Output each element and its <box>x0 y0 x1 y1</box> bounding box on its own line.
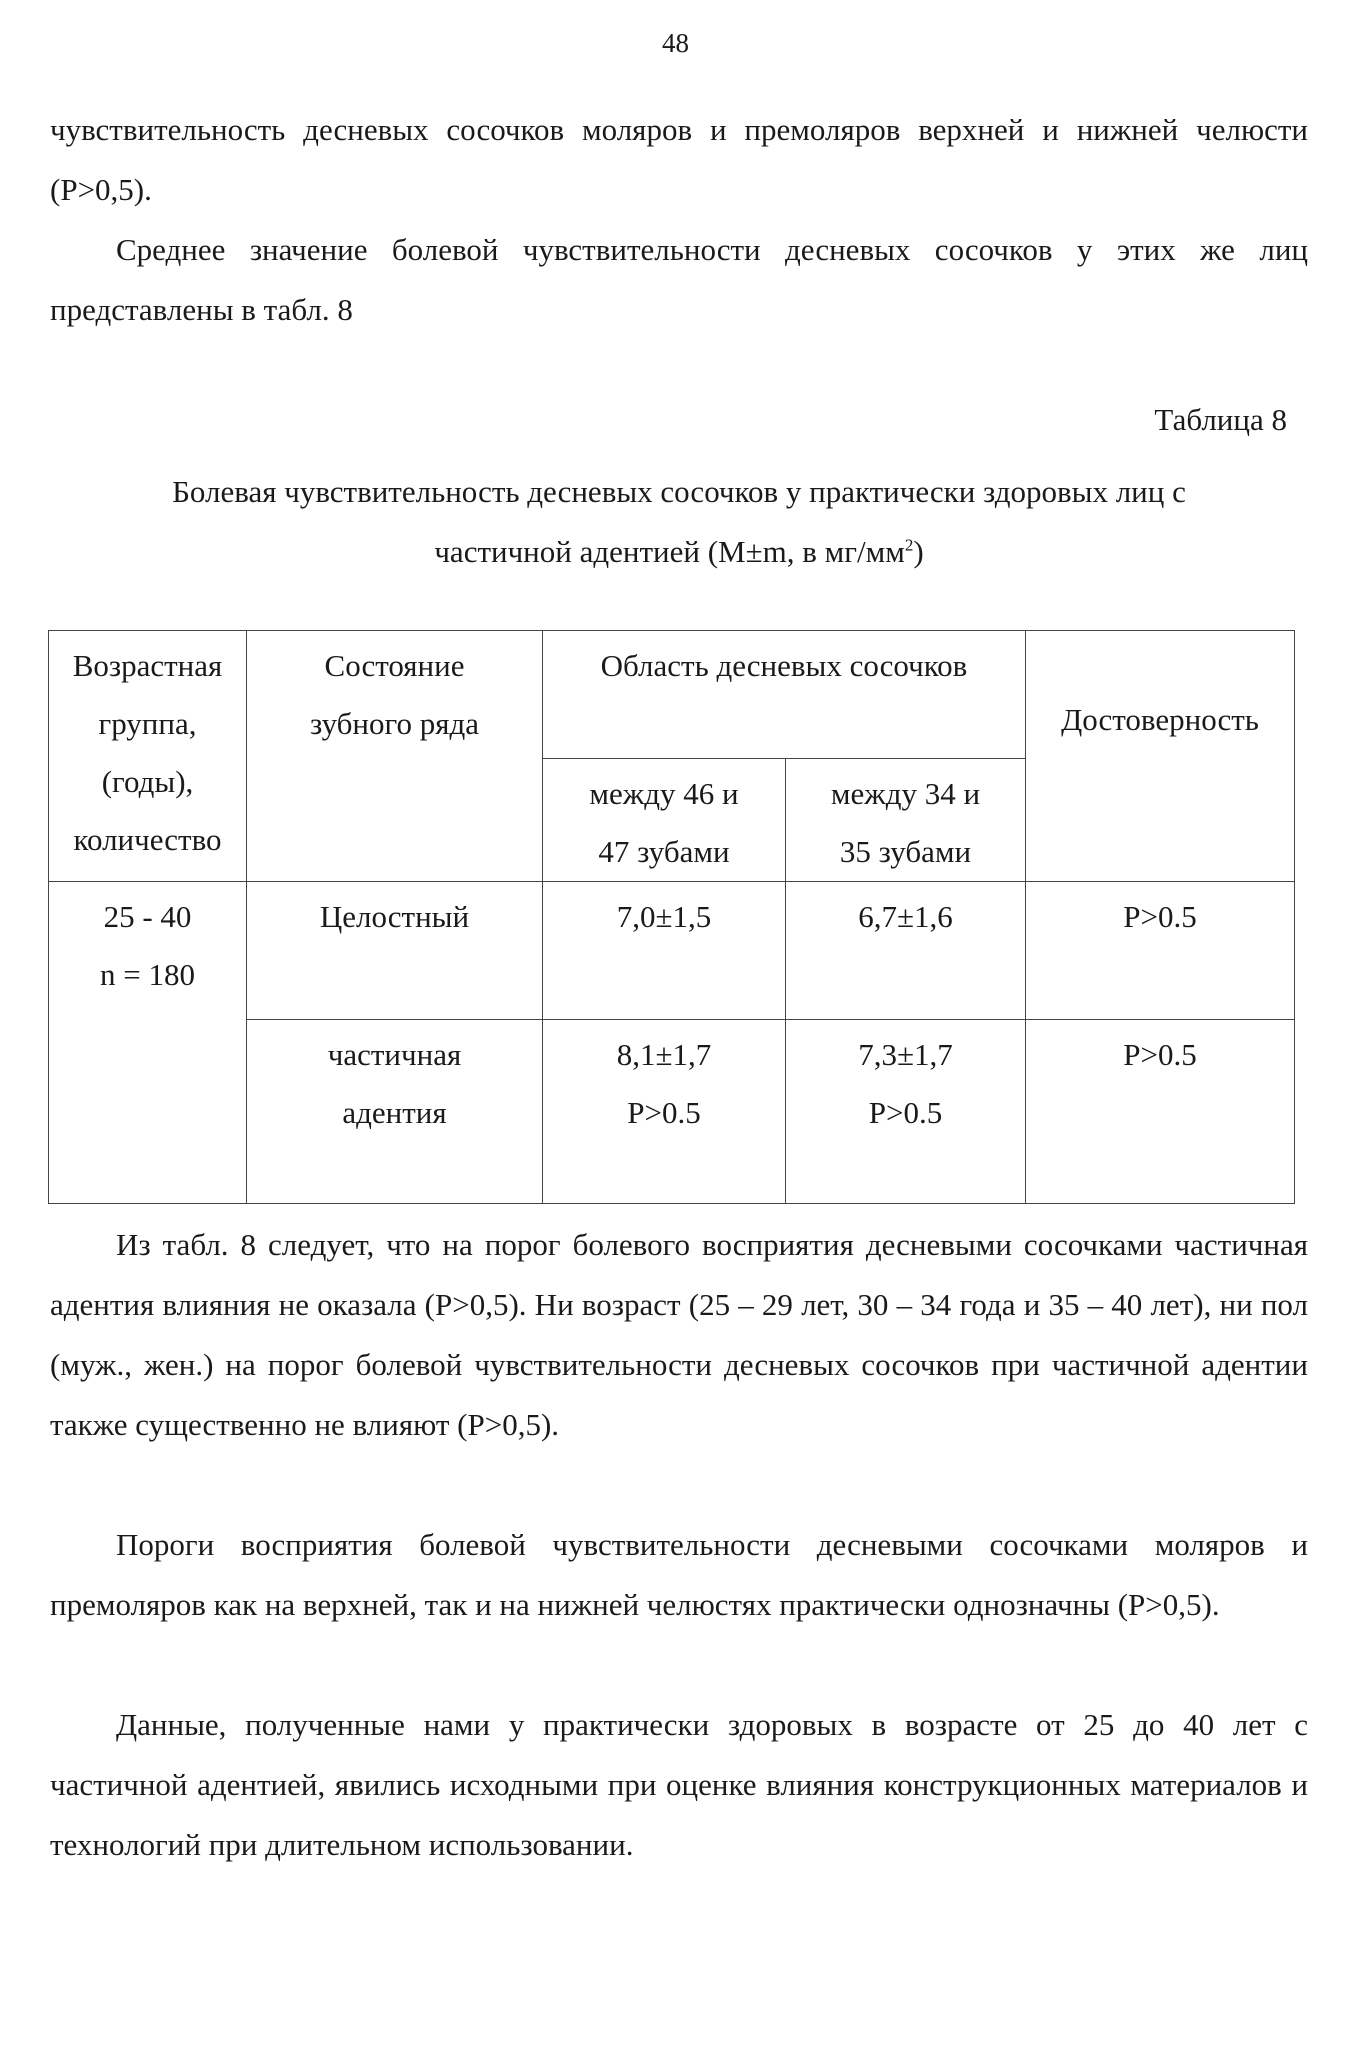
table-caption <box>50 462 1308 582</box>
cell-value-46-47: 7,0±1,5 <box>543 882 786 1020</box>
paragraph-conclusion-2: Пороги восприятия болевой чувствительности десневыми сосочками моляров и премоляров как на верхней, так и на нижней челюстях практически однозначны (Р>0,5). <box>50 1527 1308 1622</box>
paragraph-conclusion-3: Данные, полученные нами у практически здоровых в возрасте от 25 до 40 лет с частичной адентией, явились исходными при оценке влияния конструкционных материалов и технологий при длительном использовании. <box>50 1707 1308 1862</box>
paragraph-conclusion-1: Из табл. 8 следует, что на порог болевого восприятия десневыми сосочками частичная адентия влияния не оказала (Р>0,5). Ни возраст (25 – 29 лет, 30 – 34 года и 35 – 40 лет), ни пол (муж., жен.) на порог болевой чувствительности десневых сосочков при частичной адентии также существенно не влияют (Р>0,5). <box>50 1227 1308 1442</box>
header-significance: Достоверность <box>1026 631 1295 882</box>
caption-line-1: Болевая чувствительность десневых сосочков у практически здоровых лиц с <box>172 474 1186 509</box>
header-area: Область десневых сосочков <box>543 631 1026 759</box>
caption-end: ) <box>913 534 924 569</box>
caption-line-2: частичной адентией (M±m, в мг/мм <box>434 534 905 569</box>
cell-value-34-35: 6,7±1,6 <box>786 882 1026 1020</box>
caption-superscript: 2 <box>904 535 914 555</box>
header-area-46-47: между 46 и 47 зубами <box>543 759 786 882</box>
cell-significance: Р>0.5 <box>1026 1020 1295 1204</box>
header-area-34-35: между 34 и 35 зубами <box>786 759 1026 882</box>
table-row <box>49 882 1295 1020</box>
cell-significance: Р>0.5 <box>1026 882 1295 1020</box>
paragraph-continuation: чувствительность десневых сосочков моляров и премоляров верхней и нижней челюсти (Р>0,5). <box>50 112 1308 207</box>
header-dental-state: Состояние зубного ряда <box>247 631 543 882</box>
cell-age-count: 25 - 40 n = 180 <box>49 882 247 1204</box>
table-label: Таблица 8 <box>1154 402 1287 437</box>
cell-value-46-47: 8,1±1,7 Р>0.5 <box>543 1020 786 1204</box>
page-number: 48 <box>662 28 689 58</box>
paragraph-intro-table: Среднее значение болевой чувствительности десневых сосочков у этих же лиц представлены в табл. 8 <box>50 232 1308 327</box>
cell-state: Целостный <box>247 882 543 1020</box>
header-age-group: Возрастная группа, (годы), количество <box>49 631 247 882</box>
cell-value-34-35: 7,3±1,7 Р>0.5 <box>786 1020 1026 1204</box>
cell-state: частичная адентия <box>247 1020 543 1204</box>
pain-sensitivity-table <box>48 630 1295 1204</box>
